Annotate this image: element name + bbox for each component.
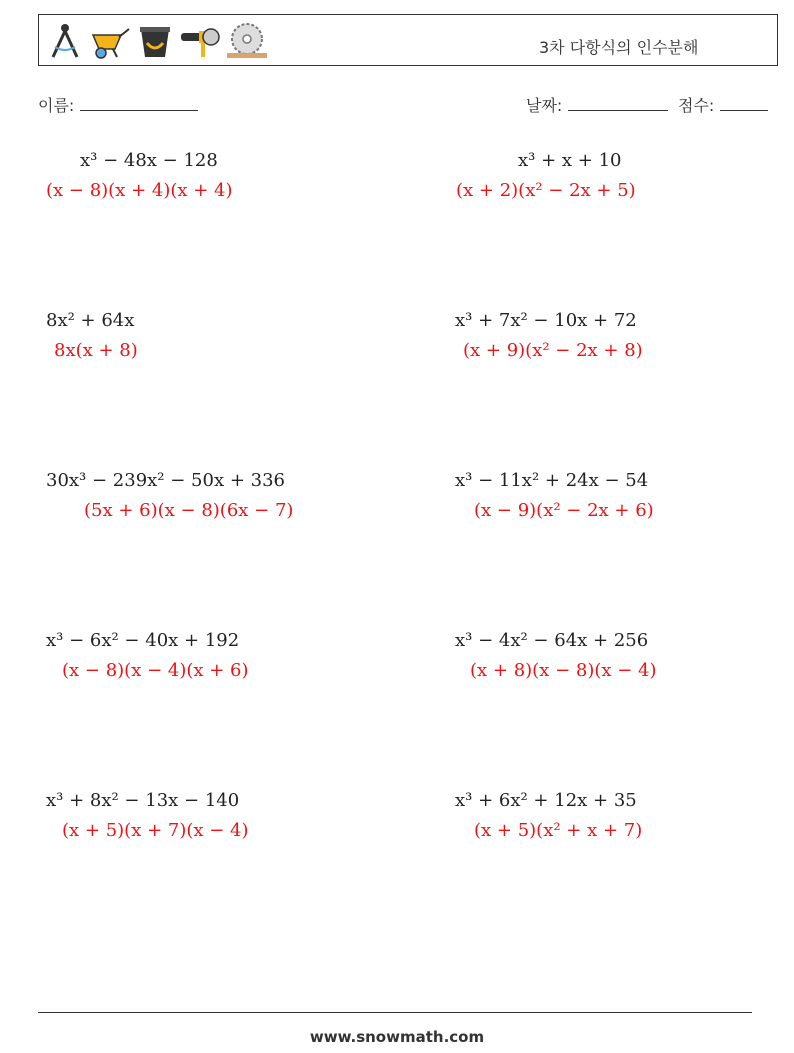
worksheet-header [38,14,778,66]
problem-3-answer: 8x(x + 8) [54,340,138,361]
score-field [678,93,768,116]
problem-1-question: x³ − 48x − 128 [80,150,218,171]
compass-icon [45,21,85,61]
problem-2-answer: (x + 2)(x² − 2x + 5) [456,180,636,201]
problem-8-answer: (x + 8)(x − 8)(x − 4) [470,660,657,681]
problem-4-question: x³ + 7x² − 10x + 72 [455,310,637,331]
saw-blade-icon [225,21,269,61]
problem-8-question: x³ − 4x² − 64x + 256 [455,630,649,651]
name-field [38,93,198,116]
problem-7-answer: (x − 8)(x − 4)(x + 6) [62,660,249,681]
date-blank[interactable] [568,96,668,111]
problem-1-answer: (x − 8)(x + 4)(x + 4) [46,180,233,201]
problem-6-answer: (x − 9)(x² − 2x + 6) [474,500,654,521]
problem-10-answer: (x + 5)(x² + x + 7) [474,820,643,841]
problem-4-answer: (x + 9)(x² − 2x + 8) [463,340,643,361]
problem-5-question: 30x³ − 239x² − 50x + 336 [46,470,285,491]
problem-9-answer: (x + 5)(x + 7)(x − 4) [62,820,249,841]
wheelbarrow-icon [89,21,131,61]
worksheet-title: 3차 다항식의 인수분해 [539,38,699,57]
date-label: 날짜: [526,96,563,115]
header-icons [45,21,269,61]
footer-divider [38,1012,752,1013]
problem-5-answer: (5x + 6)(x − 8)(6x − 7) [84,500,294,521]
date-field [526,93,668,116]
name-blank[interactable] [80,96,198,111]
problem-6-question: x³ − 11x² + 24x − 54 [455,470,649,491]
score-label: 점수: [678,96,715,115]
footer-url[interactable]: www.snowmath.com [309,1028,485,1046]
problem-10-question: x³ + 6x² + 12x + 35 [455,790,637,811]
problem-3-question: 8x² + 64x [46,310,135,331]
problem-9-question: x³ + 8x² − 13x − 140 [46,790,240,811]
bucket-icon [135,21,175,61]
angle-grinder-icon [179,21,221,61]
name-label: 이름: [38,96,75,115]
problem-7-question: x³ − 6x² − 40x + 192 [46,630,240,651]
score-blank[interactable] [720,96,768,111]
problem-2-question: x³ + x + 10 [518,150,622,171]
